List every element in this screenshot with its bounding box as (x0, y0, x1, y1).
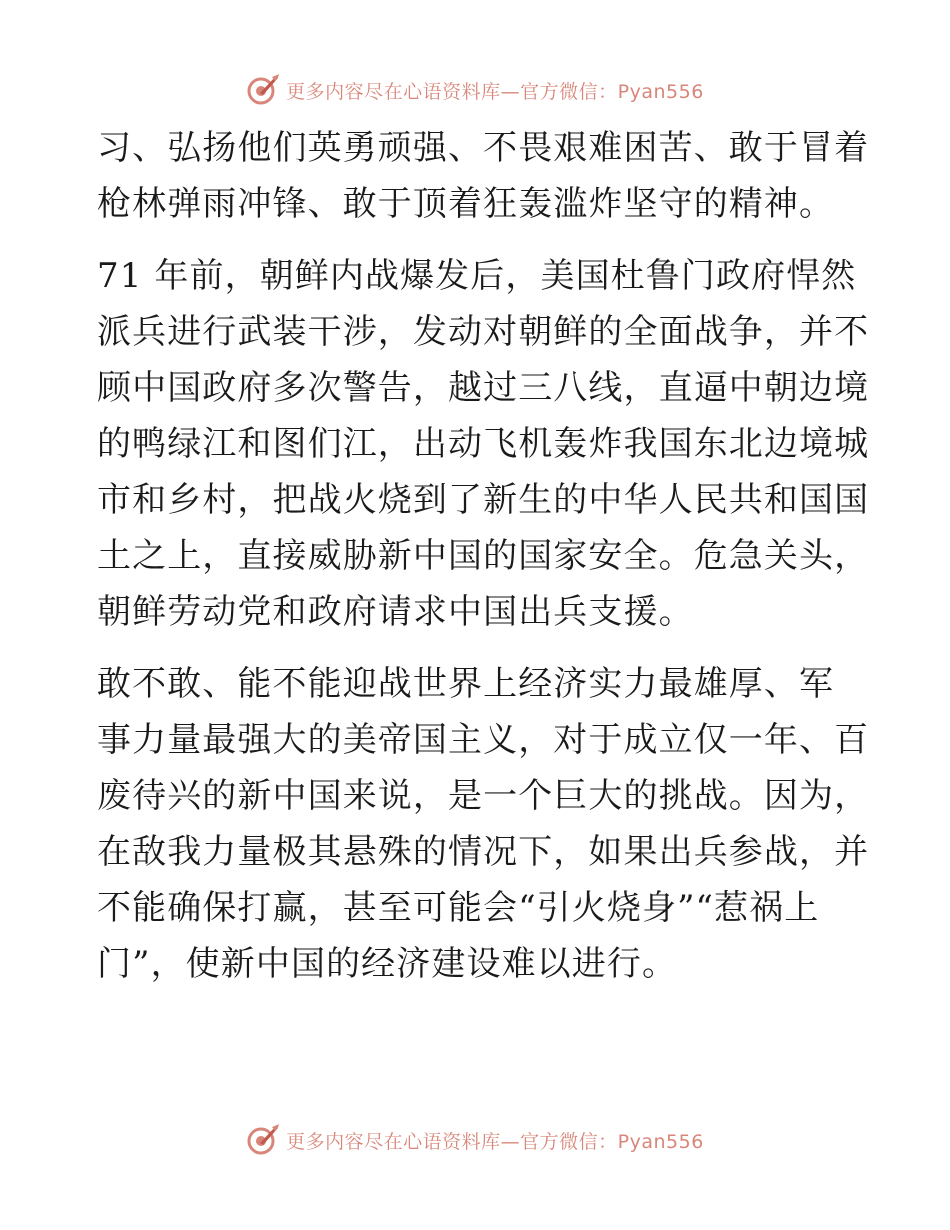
watermark-footer (0, 1120, 950, 1160)
text-line: 的鸭绿江和图们江，出动飞机轰炸我国东北边境城 (97, 424, 870, 464)
text-line: 71 年前，朝鲜内战爆发后，美国杜鲁门政府悍然 (97, 256, 857, 296)
document-body (97, 120, 870, 992)
watermark-text: 更多内容尽在心语资料库—官方微信：Pyan556 (286, 1130, 704, 1153)
text-line: 朝鲜劳动党和政府请求中国出兵支援。 (97, 592, 694, 632)
text-line: 不能确保打赢，甚至可能会“引火烧身”“惹祸上 (97, 888, 820, 928)
watermark-header (0, 70, 950, 110)
text-line: 敢不敢、能不能迎战世界上经济实力最雄厚、军 (97, 664, 835, 704)
text-line: 门”，使新中国的经济建设难以进行。 (97, 944, 678, 984)
text-line: 土之上，直接威胁新中国的国家安全。危急关头， (97, 536, 870, 576)
quill-logo-icon (246, 73, 280, 107)
text-line: 习、弘扬他们英勇顽强、不畏艰难困苦、敢于冒着 (97, 128, 870, 168)
text-line: 派兵进行武装干涉，发动对朝鲜的全面战争，并不 (97, 312, 870, 352)
text-line: 顾中国政府多次警告，越过三八线，直逼中朝边境 (97, 368, 870, 408)
text-line: 市和乡村，把战火烧到了新生的中华人民共和国国 (97, 480, 870, 520)
text-line: 事力量最强大的美帝国主义，对于成立仅一年、百 (97, 720, 870, 760)
watermark-text: 更多内容尽在心语资料库—官方微信：Pyan556 (286, 80, 704, 103)
text-line: 废待兴的新中国来说，是一个巨大的挑战。因为， (97, 776, 870, 816)
paragraph-2 (97, 248, 870, 640)
quill-logo-icon (246, 1123, 280, 1157)
text-line: 在敌我力量极其悬殊的情况下，如果出兵参战，并 (97, 832, 870, 872)
paragraph-1 (97, 120, 870, 232)
text-line: 枪林弹雨冲锋、敢于顶着狂轰滥炸坚守的精神。 (97, 184, 835, 224)
paragraph-3 (97, 656, 870, 992)
